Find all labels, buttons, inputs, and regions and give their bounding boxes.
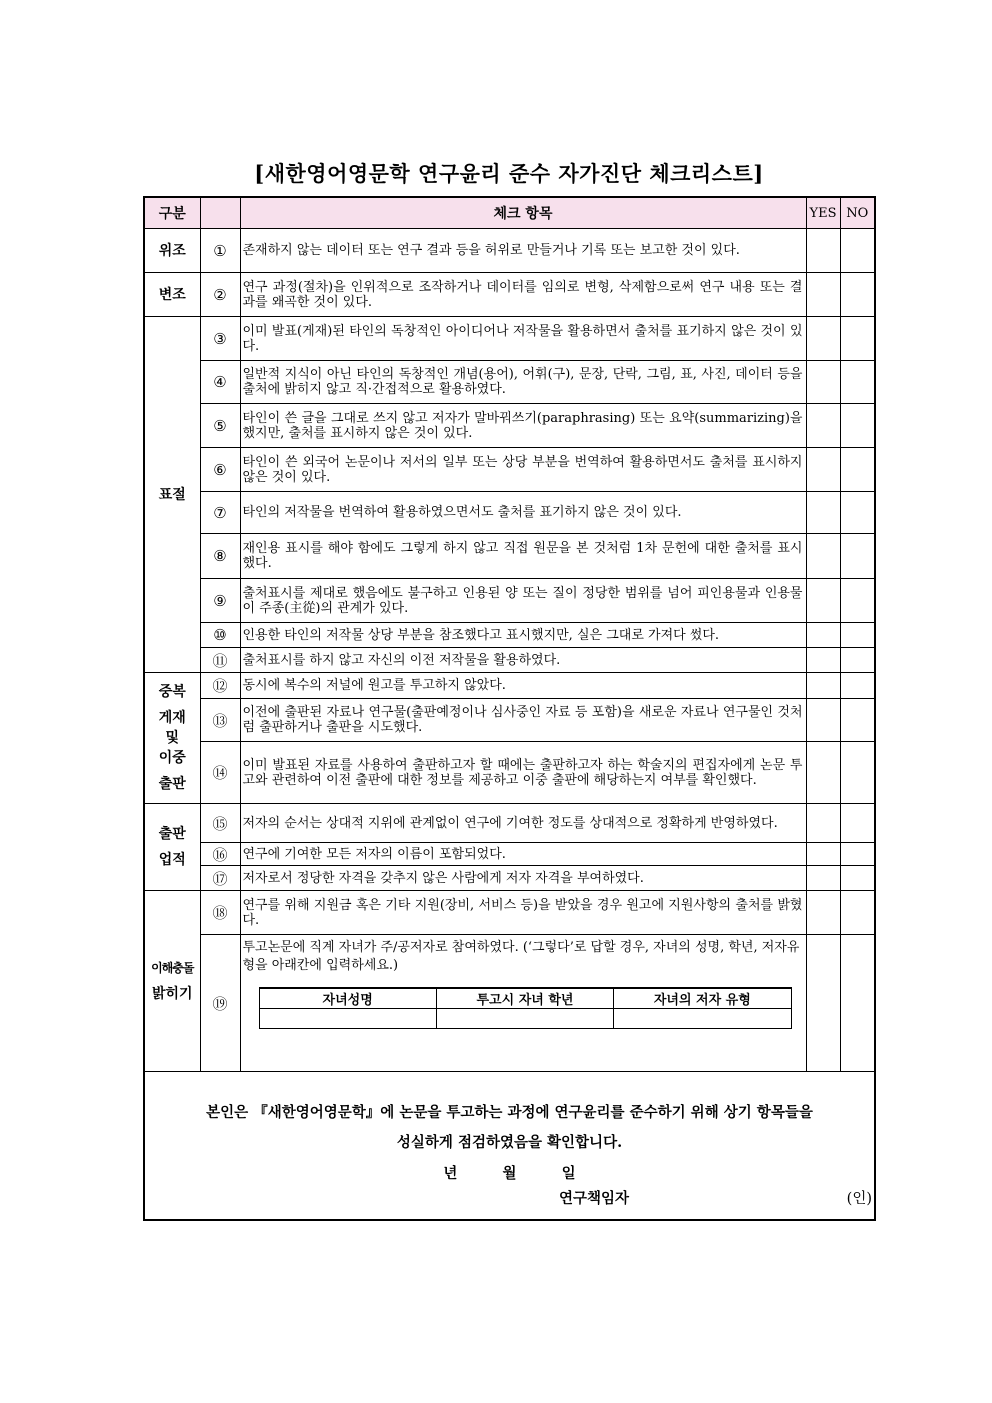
table-row (144, 361, 875, 404)
no-checkbox-cell[interactable] (840, 891, 875, 935)
yes-checkbox-cell[interactable] (806, 648, 840, 673)
yes-checkbox-cell[interactable] (806, 673, 840, 699)
item-number: ⑰ (200, 866, 240, 891)
no-checkbox-cell[interactable] (840, 448, 875, 492)
category-line: 이중 (158, 750, 186, 766)
no-checkbox-cell[interactable] (840, 534, 875, 579)
item-text: 저자의 순서는 상대적 지위에 관계없이 연구에 기여한 정도를 상대적으로 정확하게 반영하였다. (240, 804, 806, 843)
header-yes: YES (806, 197, 840, 229)
table-row (144, 579, 875, 623)
category-line: 및 (165, 730, 180, 746)
item-number: ⑫ (200, 673, 240, 699)
yes-checkbox-cell[interactable] (806, 492, 840, 534)
item-text: 출처표시를 하지 않고 자신의 이전 저작물을 활용하였다. (240, 648, 806, 673)
table-row (144, 317, 875, 361)
no-checkbox-cell[interactable] (840, 623, 875, 648)
declaration-row (144, 1072, 875, 1220)
header-number (200, 197, 240, 229)
year-label: 년 (443, 1165, 458, 1182)
no-checkbox-cell[interactable] (840, 361, 875, 404)
item-text: 동시에 복수의 저널에 원고를 투고하지 않았다. (240, 673, 806, 699)
page-title: [새한영어영문학 연구윤리 준수 자가진단 체크리스트] (254, 161, 764, 186)
item-text: 인용한 타인의 저작물 상당 부분을 참조했다고 표시했지만, 실은 그대로 가져다 썼다. (240, 623, 806, 648)
category-line: 출판 (158, 776, 186, 792)
header-item: 체크 항목 (240, 197, 806, 229)
item-text: 연구에 기여한 모든 저자의 이름이 포함되었다. (240, 843, 806, 866)
item-number: ⑱ (200, 891, 240, 935)
category-line: 중복 (158, 684, 186, 700)
category-plagiarism: 표절 (144, 317, 200, 673)
declaration-cell (144, 1072, 875, 1220)
table-row (144, 843, 875, 866)
item-number: ⑭ (200, 742, 240, 804)
yes-checkbox-cell[interactable] (806, 866, 840, 891)
yes-checkbox-cell[interactable] (806, 448, 840, 492)
child-author-type-field[interactable] (614, 1009, 791, 1029)
child-author-type-header: 자녀의 저자 유형 (614, 988, 791, 1009)
day-label: 일 (561, 1165, 576, 1182)
signature-line (145, 1183, 874, 1211)
yes-checkbox-cell[interactable] (806, 229, 840, 273)
category-falsification: 변조 (144, 273, 200, 317)
yes-checkbox-cell[interactable] (806, 317, 840, 361)
item-number: ⑩ (200, 623, 240, 648)
table-row (144, 448, 875, 492)
declaration-line-1: 본인은 『새한영어영문학』에 논문을 투고하는 과정에 연구윤리를 준수하기 위해 상기 항목들을 (206, 1104, 813, 1121)
no-checkbox-cell[interactable] (840, 492, 875, 534)
date-line (145, 1162, 874, 1183)
item-number: ⑲ (200, 935, 240, 1072)
no-checkbox-cell[interactable] (840, 579, 875, 623)
category-conflict-of-interest (144, 891, 200, 1072)
header-row (144, 197, 875, 229)
child-author-table (259, 987, 792, 1029)
yes-checkbox-cell[interactable] (806, 843, 840, 866)
item-text: 존재하지 않는 데이터 또는 연구 결과 등을 허위로 만들거나 기록 또는 보고한 것이 있다. (240, 229, 806, 273)
table-row (144, 699, 875, 742)
declaration-line-2: 성실하게 점검하였음을 확인합니다. (396, 1134, 623, 1151)
yes-checkbox-cell[interactable] (806, 891, 840, 935)
table-row (144, 229, 875, 273)
item-text: 타인이 쓴 글을 그대로 쓰지 않고 저자가 말바꿔쓰기(paraphrasing) 또는 요약(summarizing)을 했지만, 출처를 표시하지 않은 것이 있다. (240, 404, 806, 448)
category-line: 출판 (158, 826, 186, 842)
item-number: ⑨ (200, 579, 240, 623)
yes-checkbox-cell[interactable] (806, 404, 840, 448)
child-name-header: 자녀성명 (259, 988, 436, 1009)
item-number: ② (200, 273, 240, 317)
item-text: 일반적 지식이 아닌 타인의 독창적인 개념(용어), 어휘(구), 문장, 단락, 그림, 표, 사진, 데이터 등을 출처에 밝히지 않고 직·간접적으로 활용하였다. (240, 361, 806, 404)
category-line: 게재 (158, 710, 186, 726)
item-cell-children (240, 935, 806, 1072)
item-number: ⑥ (200, 448, 240, 492)
no-checkbox-cell[interactable] (840, 317, 875, 361)
yes-checkbox-cell[interactable] (806, 361, 840, 404)
seal-mark: (인) (846, 1191, 872, 1207)
child-name-field[interactable] (259, 1009, 436, 1029)
no-checkbox-cell[interactable] (840, 699, 875, 742)
item-text: 투고논문에 직계 자녀가 주/공저자로 참여하였다. (‘그렇다’로 답할 경우, 자녀의 성명, 학년, 저자유형을 아래칸에 입력하세요.) (242, 940, 800, 973)
table-row (144, 742, 875, 804)
item-text: 재인용 표시를 해야 함에도 그렇게 하지 않고 직접 원문을 본 것처럼 1차 문헌에 대한 출처를 표시했다. (240, 534, 806, 579)
item-number: ① (200, 229, 240, 273)
category-publication-credit (144, 804, 200, 891)
yes-checkbox-cell[interactable] (806, 742, 840, 804)
table-row (144, 492, 875, 534)
category-forgery: 위조 (144, 229, 200, 273)
no-checkbox-cell[interactable] (840, 229, 875, 273)
table-row (144, 804, 875, 843)
item-text: 이전에 출판된 자료나 연구물(출판예정이나 심사중인 자료 등 포함)을 새로운 자료나 연구물인 것처럼 출판하거나 출판을 시도했다. (240, 699, 806, 742)
yes-checkbox-cell[interactable] (806, 935, 840, 1072)
item-number: ⑧ (200, 534, 240, 579)
no-checkbox-cell[interactable] (840, 273, 875, 317)
category-duplicate-publication (144, 673, 200, 804)
yes-checkbox-cell[interactable] (806, 579, 840, 623)
no-checkbox-cell[interactable] (840, 935, 875, 1072)
item-text: 연구 과정(절차)을 인위적으로 조작하거나 데이터를 임의로 변형, 삭제함으로써 연구 내용 또는 결과를 왜곡한 것이 있다. (240, 273, 806, 317)
item-number: ③ (200, 317, 240, 361)
table-row (144, 673, 875, 699)
declaration-text (145, 1072, 874, 1158)
item-text: 출처표시를 제대로 했음에도 불구하고 인용된 양 또는 질이 정당한 범위를 넘어 피인용물과 인용물이 주종(主從)의 관계가 있다. (240, 579, 806, 623)
lead-researcher-label: 연구책임자 (559, 1190, 630, 1207)
child-table-header (259, 988, 791, 1009)
yes-checkbox-cell[interactable] (806, 534, 840, 579)
category-line: 이해충돌 (151, 961, 194, 975)
yes-checkbox-cell[interactable] (806, 623, 840, 648)
table-row (144, 534, 875, 579)
item-number: ⑤ (200, 404, 240, 448)
no-checkbox-cell[interactable] (840, 673, 875, 699)
yes-checkbox-cell[interactable] (806, 804, 840, 843)
table-row (144, 623, 875, 648)
table-row (144, 404, 875, 448)
no-checkbox-cell[interactable] (840, 404, 875, 448)
table-row (144, 648, 875, 673)
category-line: 업적 (158, 852, 186, 868)
month-label: 월 (502, 1165, 517, 1182)
child-grade-header: 투고시 자녀 학년 (436, 988, 613, 1009)
no-checkbox-cell[interactable] (840, 843, 875, 866)
item-number: ⑬ (200, 699, 240, 742)
child-grade-field[interactable] (436, 1009, 613, 1029)
item-number: ④ (200, 361, 240, 404)
item-number: ⑦ (200, 492, 240, 534)
item-text: 이미 발표(게재)된 타인의 독창적인 아이디어나 저작물을 활용하면서 출처를 표기하지 않은 것이 있다. (240, 317, 806, 361)
no-checkbox-cell[interactable] (840, 648, 875, 673)
header-no: NO (840, 197, 875, 229)
item-text: 타인의 저작물을 번역하여 활용하였으면서도 출처를 표기하지 않은 것이 있다. (240, 492, 806, 534)
item-number: ⑮ (200, 804, 240, 843)
category-line: 밝히기 (151, 986, 193, 1002)
yes-checkbox-cell[interactable] (806, 699, 840, 742)
item-text: 이미 발표된 자료를 사용하여 출판하고자 할 때에는 출판하고자 하는 학술지의 편집자에게 논문 투고와 관련하여 이전 출판에 대한 정보를 제공하고 이중 출판에 해당하는지 여부를 확인했다. (240, 742, 806, 804)
table-row (144, 273, 875, 317)
item-number: ⑪ (200, 648, 240, 673)
child-table-input-row (259, 1009, 791, 1029)
table-row (144, 891, 875, 935)
item-text: 저자로서 정당한 자격을 갖추지 않은 사람에게 저자 자격을 부여하였다. (240, 866, 806, 891)
checklist-table (143, 196, 876, 1221)
item-text: 타인이 쓴 외국어 논문이나 저서의 일부 또는 상당 부분을 번역하여 활용하면서도 출처를 표시하지 않은 것이 있다. (240, 448, 806, 492)
no-checkbox-cell[interactable] (840, 742, 875, 804)
yes-checkbox-cell[interactable] (806, 273, 840, 317)
item-text: 연구를 위해 지원금 혹은 기타 지원(장비, 서비스 등)을 받았을 경우 원고에 지원사항의 출처를 밝혔다. (240, 891, 806, 935)
item-number: ⑯ (200, 843, 240, 866)
table-row (144, 935, 875, 1072)
no-checkbox-cell[interactable] (840, 866, 875, 891)
table-row (144, 866, 875, 891)
no-checkbox-cell[interactable] (840, 804, 875, 843)
header-category: 구분 (144, 197, 200, 229)
